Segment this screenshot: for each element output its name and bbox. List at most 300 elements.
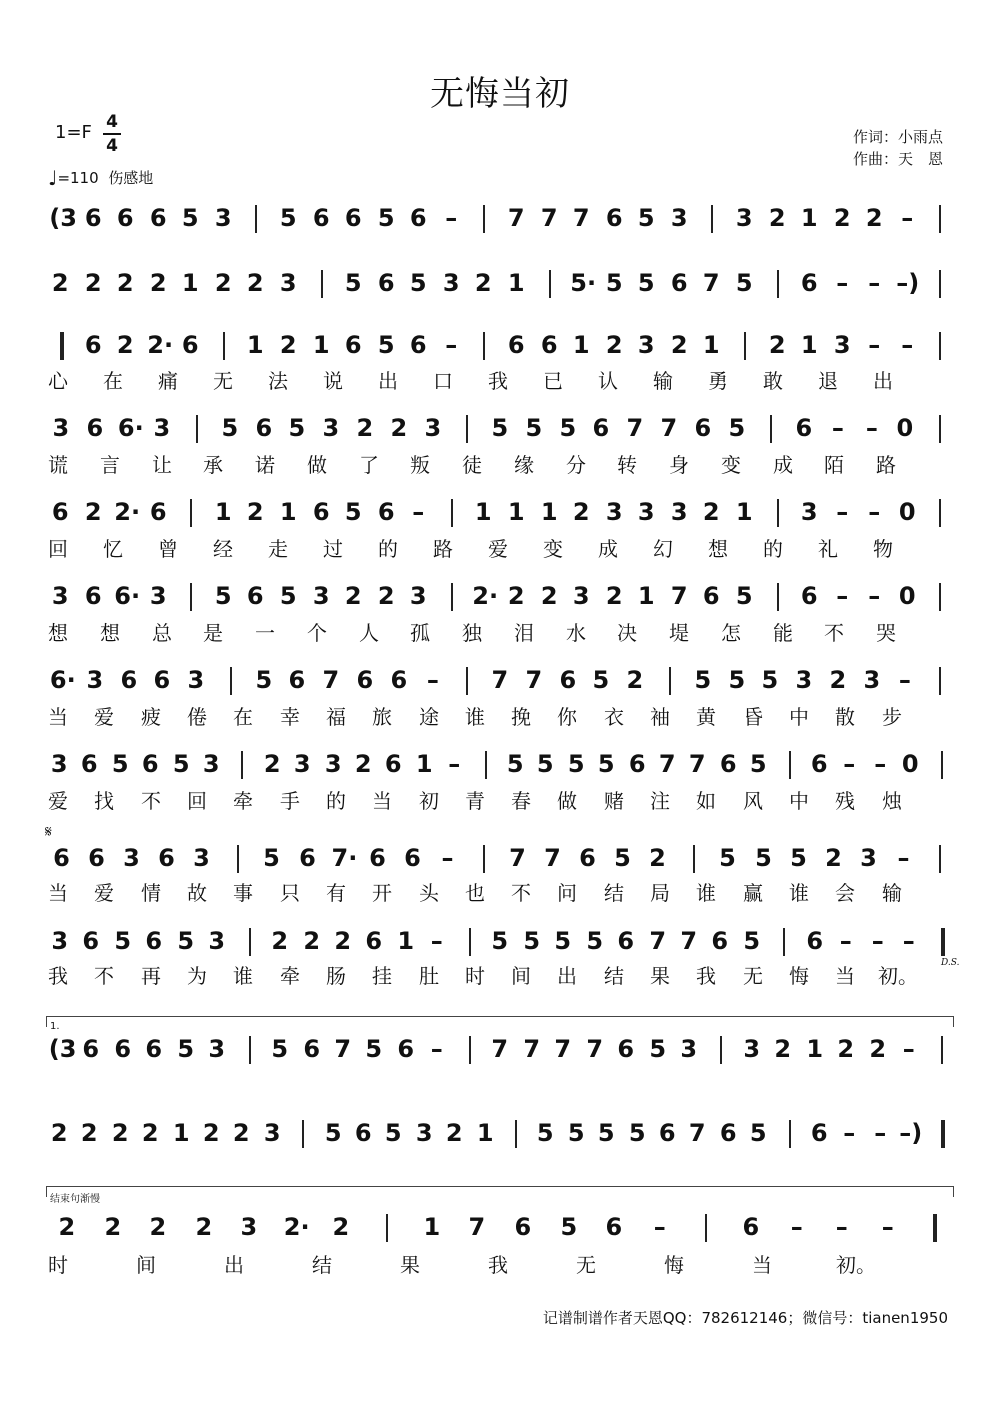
note: 6 — [795, 414, 813, 442]
note: 6· — [114, 582, 141, 610]
note: 3 — [409, 582, 427, 610]
lyric-syllable: 挽 — [511, 705, 531, 729]
note: 3 — [800, 498, 818, 526]
lyric-syllable: 叛 — [410, 453, 430, 477]
sustain-dash: – — [868, 331, 881, 359]
lyric-syllable: 陌 — [824, 453, 844, 477]
note: 5 — [491, 414, 509, 442]
note: 3 — [153, 414, 171, 442]
lyric-syllable: 人 — [359, 621, 379, 645]
lyric-syllable: 泪 — [514, 621, 534, 645]
note: 3 — [572, 582, 590, 610]
note: 2 — [768, 204, 786, 232]
note: 2 — [202, 1119, 220, 1147]
note: 6 — [82, 1035, 100, 1063]
lyric-syllable: 中 — [789, 705, 809, 729]
score-row — [44, 581, 956, 621]
note: 3 — [415, 1119, 433, 1147]
score-row — [44, 749, 956, 789]
note: 1 — [397, 927, 415, 955]
lyric-syllable: 忆 — [103, 537, 123, 561]
lyric-syllable: 决 — [617, 621, 637, 645]
barline — [451, 583, 453, 611]
note: 6 — [628, 750, 646, 778]
note: 3 — [51, 927, 69, 955]
note: 2 — [80, 1119, 98, 1147]
note: 5 — [384, 1119, 402, 1147]
lyric-syllable: 肠 — [326, 964, 346, 988]
note: 2 — [303, 927, 321, 955]
note: (3 — [48, 1035, 77, 1063]
note: 6 — [742, 1213, 760, 1241]
lyric-syllable: 初。 — [836, 1253, 876, 1277]
note: 7 — [525, 666, 543, 694]
barline — [190, 583, 192, 611]
lyric-syllable: 回 — [187, 789, 207, 813]
time-signature — [101, 112, 123, 156]
note: 3 — [442, 269, 460, 297]
note: 5 — [344, 269, 362, 297]
lyric-syllable: 不 — [94, 964, 114, 988]
note: 1 — [507, 269, 525, 297]
note: 6 — [51, 498, 69, 526]
note: 6· — [49, 666, 76, 694]
sustain-dash: – — [897, 844, 910, 872]
note: 0 — [896, 414, 914, 442]
lyric-syllable: 曾 — [158, 537, 178, 561]
lyric-syllable: 出 — [378, 369, 398, 393]
barline — [485, 751, 487, 779]
lyric-syllable: 你 — [557, 705, 577, 729]
note: 3 — [279, 269, 297, 297]
lyric-syllable: 当 — [48, 881, 68, 905]
lyric-syllable: 不 — [141, 789, 161, 813]
lyric-syllable: 承 — [203, 453, 223, 477]
lyricist-credit: 作词：小雨点 — [853, 128, 944, 146]
lyric-syllable: 想 — [708, 537, 728, 561]
note: 3 — [50, 750, 68, 778]
lyric-syllable: 成 — [773, 453, 793, 477]
note: 3 — [860, 844, 877, 872]
barline — [941, 1036, 943, 1064]
note: 3 — [123, 844, 140, 872]
note: 7 — [649, 927, 667, 955]
lyric-syllable: 出 — [224, 1253, 244, 1277]
note: 2 — [774, 1035, 792, 1063]
lyric-syllable: 局 — [650, 881, 670, 905]
note: 2 — [390, 414, 408, 442]
note: 2· — [472, 582, 499, 610]
barline — [249, 928, 251, 956]
note: 7 — [554, 1035, 572, 1063]
barline — [190, 499, 192, 527]
note: 7 — [688, 1119, 706, 1147]
note: 5 — [324, 1119, 342, 1147]
note: 1 — [507, 498, 525, 526]
note: 6 — [397, 1035, 415, 1063]
note: 5 — [560, 1213, 578, 1241]
note: 1 — [735, 498, 753, 526]
lyric-syllable: 敢 — [763, 369, 783, 393]
lyric-row — [44, 880, 956, 906]
barline — [770, 415, 772, 443]
barline — [241, 751, 243, 779]
lyric-syllable: 谎 — [48, 453, 68, 477]
sustain-dash: – — [843, 1119, 856, 1147]
lyric-syllable: 说 — [323, 369, 343, 393]
note: 2 — [149, 1213, 167, 1241]
lyric-syllable: 为 — [187, 964, 207, 988]
note: 3 — [149, 582, 167, 610]
lyric-syllable: 牵 — [233, 789, 253, 813]
lyric-syllable: 风 — [743, 789, 763, 813]
note: 3 — [263, 1119, 281, 1147]
lyric-syllable: 想 — [100, 621, 120, 645]
lyric-syllable: 独 — [462, 621, 482, 645]
sustain-dash: – — [653, 1213, 666, 1241]
note: 6 — [303, 1035, 321, 1063]
note: 5 — [279, 204, 297, 232]
lyric-syllable: 我 — [488, 1253, 508, 1277]
lyric-syllable: 当 — [752, 1253, 772, 1277]
lyric-syllable: 出 — [873, 369, 893, 393]
lyric-syllable: 步 — [882, 705, 902, 729]
note: 6 — [84, 582, 102, 610]
sustain-dash: – — [868, 269, 881, 297]
lyric-syllable: 途 — [419, 705, 439, 729]
double-barline — [933, 1214, 937, 1242]
barline — [466, 667, 468, 695]
note: 6 — [507, 331, 525, 359]
note: 1 — [474, 498, 492, 526]
note: 5 — [755, 844, 772, 872]
lyric-syllable: 痛 — [158, 369, 178, 393]
note: 5 — [628, 1119, 646, 1147]
note: 2 — [50, 1119, 68, 1147]
note: 7 — [509, 844, 526, 872]
note: 5 — [592, 666, 610, 694]
tempo-marking — [48, 166, 153, 190]
sustain-dash: – — [441, 844, 454, 872]
lyric-syllable: 个 — [307, 621, 327, 645]
score-row — [44, 665, 956, 705]
note: 1 — [279, 498, 297, 526]
lyric-syllable: 怎 — [721, 621, 741, 645]
note: 6 — [53, 844, 70, 872]
note: 3 — [193, 844, 210, 872]
note: 1 — [476, 1119, 494, 1147]
lyric-syllable: 黄 — [696, 705, 716, 729]
barline — [321, 270, 323, 298]
barline — [789, 1120, 791, 1148]
sustain-dash: – — [843, 750, 856, 778]
composer-credit: 作曲：天 恩 — [853, 150, 944, 168]
note: 6 — [377, 498, 395, 526]
lyric-syllable: 爱 — [488, 537, 508, 561]
lyric-syllable: 走 — [268, 537, 288, 561]
score-row — [44, 1118, 956, 1158]
note: 5 — [743, 927, 761, 955]
note: 7 — [507, 204, 525, 232]
lyric-syllable: 在 — [233, 705, 253, 729]
note: 2 — [116, 331, 134, 359]
lyric-syllable: 间 — [136, 1253, 156, 1277]
note: 5 — [649, 1035, 667, 1063]
note: 5 — [221, 414, 239, 442]
sustain-dash: – — [412, 498, 425, 526]
barline — [669, 667, 671, 695]
lyric-syllable: 的 — [763, 537, 783, 561]
barline — [777, 270, 779, 298]
sustain-dash: – — [901, 204, 914, 232]
lyric-syllable: 问 — [557, 881, 577, 905]
lyric-syllable: 间 — [511, 964, 531, 988]
note: 3 — [833, 331, 851, 359]
note: 2 — [195, 1213, 213, 1241]
ending-bracket — [46, 1186, 954, 1197]
lyric-syllable: 我 — [696, 964, 716, 988]
note: 6 — [540, 331, 558, 359]
barline — [939, 583, 941, 611]
note: 2 — [246, 498, 264, 526]
lyric-syllable: 诺 — [255, 453, 275, 477]
note: 3 — [312, 582, 330, 610]
note: 2 — [572, 498, 590, 526]
note: 5 — [728, 414, 746, 442]
tempo-value: =110 — [57, 169, 99, 187]
note: 5 — [637, 269, 655, 297]
lyric-syllable: 注 — [650, 789, 670, 813]
note: 7 — [572, 204, 590, 232]
lyric-row — [44, 536, 956, 562]
note: 6 — [579, 844, 596, 872]
key-signature: 1=F — [55, 122, 92, 143]
lyric-syllable: 初。 — [878, 964, 918, 988]
lyric-syllable: 故 — [187, 881, 207, 905]
note: 6 — [365, 927, 383, 955]
barline — [386, 1214, 388, 1242]
note: 7 — [491, 666, 509, 694]
lyric-syllable: 徒 — [462, 453, 482, 477]
note: 2 — [263, 750, 281, 778]
note: 7 — [626, 414, 644, 442]
note: 2 — [116, 269, 134, 297]
barline — [939, 415, 941, 443]
double-barline — [60, 332, 64, 360]
note: 5 — [719, 844, 736, 872]
barline — [941, 751, 943, 779]
lyric-syllable: 青 — [465, 789, 485, 813]
note: 5 — [735, 582, 753, 610]
lyric-syllable: 头 — [419, 881, 439, 905]
lyric-row — [44, 368, 956, 394]
note: 6· — [117, 414, 144, 442]
note: 6 — [605, 1213, 623, 1241]
note: 2 — [232, 1119, 250, 1147]
lyric-syllable: 身 — [669, 453, 689, 477]
sustain-dash: – — [868, 582, 881, 610]
lyric-syllable: 袖 — [650, 705, 670, 729]
note: 5 — [694, 666, 712, 694]
lyric-syllable: 时 — [48, 1253, 68, 1277]
lyric-syllable: 会 — [835, 881, 855, 905]
note: 5 — [377, 331, 395, 359]
note: 5 — [614, 844, 631, 872]
footer-credit: 记谱制谱作者天恩QQ：782612146；微信号：tianen1950 — [542, 1309, 948, 1327]
lyric-syllable: 手 — [280, 789, 300, 813]
sustain-dash: – — [874, 1119, 887, 1147]
note: 5 — [761, 666, 779, 694]
sustain-dash: – — [836, 269, 849, 297]
note: 0 — [901, 750, 919, 778]
lyric-syllable: 散 — [835, 705, 855, 729]
lyric-syllable: 缘 — [514, 453, 534, 477]
note: 5 — [506, 750, 524, 778]
lyric-syllable: 谁 — [465, 705, 485, 729]
barline — [483, 845, 485, 873]
sustain-dash: – — [871, 927, 884, 955]
lyric-syllable: 中 — [789, 789, 809, 813]
note: 3 — [240, 1213, 258, 1241]
lyric-syllable: 水 — [566, 621, 586, 645]
note: 3 — [743, 1035, 761, 1063]
note: 6 — [409, 204, 427, 232]
note: 1 — [172, 1119, 190, 1147]
note: 1 — [312, 331, 330, 359]
barline — [783, 928, 785, 956]
note: 6 — [702, 582, 720, 610]
lyric-syllable: 幻 — [653, 537, 673, 561]
lyric-syllable: 输 — [653, 369, 673, 393]
note: 6 — [369, 844, 386, 872]
note: 6 — [377, 269, 395, 297]
lyric-syllable: 当 — [835, 964, 855, 988]
note: 5 — [536, 750, 554, 778]
note: 2 — [825, 844, 842, 872]
lyric-syllable: 有 — [326, 881, 346, 905]
note: 3 — [293, 750, 311, 778]
note: 7· — [331, 844, 358, 872]
note: 6 — [84, 204, 102, 232]
lyric-syllable: 变 — [543, 537, 563, 561]
note: 6 — [617, 1035, 635, 1063]
lyric-syllable: 如 — [696, 789, 716, 813]
sustain-dash: – — [865, 414, 878, 442]
note: 5 — [735, 269, 753, 297]
note: 3 — [208, 927, 226, 955]
barline — [302, 1120, 304, 1148]
note: 2 — [149, 269, 167, 297]
note: 2 — [356, 414, 374, 442]
barline — [515, 1120, 517, 1148]
note: 7 — [523, 1035, 541, 1063]
lyric-syllable: 路 — [876, 453, 896, 477]
lyric-syllable: 牵 — [280, 964, 300, 988]
note: 6 — [145, 1035, 163, 1063]
note: 6 — [158, 844, 175, 872]
barline — [483, 205, 485, 233]
note: 7 — [334, 1035, 352, 1063]
sustain-dash: – — [836, 498, 849, 526]
barline — [249, 1036, 251, 1064]
note: 2 — [332, 1213, 350, 1241]
note: 2 — [540, 582, 558, 610]
lyric-syllable: 果 — [400, 1253, 420, 1277]
lyric-syllable: 在 — [103, 369, 123, 393]
lyric-syllable: 输 — [882, 881, 902, 905]
lyric-syllable: 转 — [617, 453, 637, 477]
note: 5 — [377, 204, 395, 232]
sustain-dash: – — [901, 331, 914, 359]
lyric-syllable: 开 — [372, 881, 392, 905]
note: 2 — [279, 331, 297, 359]
note: 6 — [114, 1035, 132, 1063]
note: 3 — [214, 204, 232, 232]
note: 2 — [111, 1119, 129, 1147]
note: 2 — [833, 204, 851, 232]
barline — [939, 205, 941, 233]
note: 5 — [181, 204, 199, 232]
note: 6 — [299, 844, 316, 872]
lyric-syllable: 无 — [743, 964, 763, 988]
quarter-note-icon: ♩ — [48, 166, 58, 190]
note: 7 — [660, 414, 678, 442]
note: 6 — [719, 750, 737, 778]
note: 2 — [649, 844, 666, 872]
lyric-syllable: 只 — [280, 881, 300, 905]
note: 6 — [153, 666, 171, 694]
note: 6 — [694, 414, 712, 442]
note: 5 — [177, 927, 195, 955]
note: 5 — [271, 1035, 289, 1063]
barline — [255, 205, 257, 233]
lyric-row — [44, 788, 956, 814]
note: 6 — [145, 927, 163, 955]
lyric-syllable: 勇 — [708, 369, 728, 393]
barline — [939, 270, 941, 298]
note: 6 — [312, 498, 330, 526]
sustain-dash: – — [898, 666, 911, 694]
note: 2 — [246, 269, 264, 297]
lyric-syllable: 过 — [323, 537, 343, 561]
note: 6 — [800, 582, 818, 610]
lyric-syllable: 成 — [598, 537, 618, 561]
lyric-syllable: 时 — [465, 964, 485, 988]
lyric-syllable: 情 — [141, 881, 161, 905]
note: 7 — [670, 582, 688, 610]
lyric-syllable: 出 — [557, 964, 577, 988]
lyric-syllable: 言 — [100, 453, 120, 477]
note: 6 — [800, 269, 818, 297]
note: 7 — [540, 204, 558, 232]
note: 2 — [626, 666, 644, 694]
lyric-syllable: 回 — [48, 537, 68, 561]
note: 3 — [670, 204, 688, 232]
note: 6 — [354, 1119, 372, 1147]
note: 6 — [312, 204, 330, 232]
note: 5 — [491, 927, 509, 955]
note: 5 — [728, 666, 746, 694]
note: 2 — [605, 331, 623, 359]
volta-bracket-1 — [46, 1016, 954, 1027]
note: 2· — [114, 498, 141, 526]
note: 6 — [806, 927, 824, 955]
note: 2 — [84, 498, 102, 526]
note: 6 — [617, 927, 635, 955]
score-row — [44, 268, 956, 308]
barline — [777, 583, 779, 611]
note: 6 — [810, 1119, 828, 1147]
